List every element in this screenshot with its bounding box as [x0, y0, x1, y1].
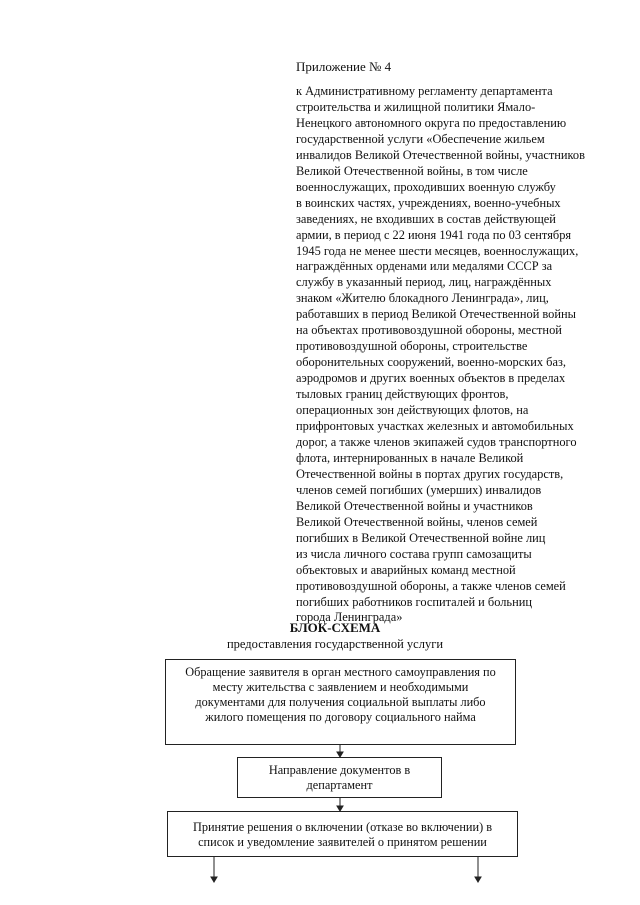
flowchart-box-line: Принятие решения о включении (отказе во включении) в — [192, 820, 493, 834]
annex-line: Ненецкого автономного округа по предоставлению — [296, 115, 567, 130]
annex-line: Великой Отечественной войны, в том числе — [296, 163, 528, 178]
annex-line: оборонительных сооружений, военно-морских баз, — [296, 355, 566, 370]
annex-line: инвалидов Великой Отечественной войны, участников — [296, 147, 585, 162]
annex-body — [296, 84, 616, 626]
flowchart-box-line: месту жительства с заявлением и необходимыми — [212, 680, 469, 694]
annex-line: тыловых границ действующих фронтов, — [296, 387, 509, 402]
annex-line: 1945 года не менее шести месяцев, военнослужащих, — [296, 243, 579, 258]
flowchart-box-line: список и уведомление заявителей о принятом решении — [198, 835, 487, 849]
annex-line: строительства и жилищной политики Ямало- — [296, 99, 536, 114]
annex-line: в воинских частях, учреждениях, военно-учебных — [296, 195, 561, 210]
flowchart-box-line: Направление документов в — [268, 763, 411, 777]
annex-line: знаком «Жителю блокадного Ленинграда», лиц, — [296, 291, 549, 306]
annex-line: военнослужащих, проходивших военную службу — [296, 179, 556, 194]
flowchart-box-line: Обращение заявителя в орган местного самоуправления по — [185, 665, 496, 679]
flowchart-box-application — [165, 659, 516, 745]
flowchart-title: БЛОК-СХЕМА — [289, 620, 381, 635]
flowchart-box-decision — [167, 811, 518, 857]
annex-line: противовоздушной обороны, а также членов семей — [296, 578, 566, 593]
annex-line: из числа личного состава групп самозащиты — [296, 546, 532, 561]
annex-line: работавших в период Великой Отечественной войны — [296, 307, 576, 322]
arrow-down-icon — [337, 745, 343, 757]
flowchart-box-forwarding — [237, 757, 442, 798]
annex-line: Великой Отечественной войны и участников — [296, 498, 533, 513]
annex-line: заведениях, не входивших в состав действующей — [296, 211, 556, 226]
annex-line: погибших в Великой Отечественной войне лиц — [296, 530, 546, 545]
arrow-down-icon — [337, 798, 343, 811]
arrow-down-icon — [475, 857, 481, 882]
annex-line: погибших работников госпиталей и больниц — [296, 594, 532, 609]
flowchart-subtitle: предоставления государственной услуги — [226, 637, 444, 651]
annex-line: дорог, а также членов экипажей судов транспортного — [296, 434, 577, 449]
annex-line: прифронтовых участках железных и автомобильных — [296, 419, 574, 434]
annex-line: Великой Отечественной войны, членов семей — [296, 514, 538, 529]
annex-line: на объектах противовоздушной обороны, местной — [296, 323, 562, 338]
annex-line: города Ленинграда» — [296, 610, 403, 625]
annex-title: Приложение № 4 — [296, 59, 392, 74]
annex-line: государственной услуги «Обеспечение жильем — [296, 131, 545, 146]
flowchart-box-line: документами для получения социальной выплаты либо — [195, 695, 486, 709]
annex-line: армии, в период с 22 июня 1941 года по 03 сентября — [296, 227, 572, 242]
annex-line: службу в указанный период, лиц, награждённых — [296, 275, 552, 290]
annex-line: аэродромов и других военных объектов в пределах — [296, 371, 566, 386]
flowchart-box-line: жилого помещения по договору социального найма — [205, 710, 476, 724]
annex-line: объектовых и аварийных команд местной — [296, 562, 516, 577]
annex-line: противовоздушной обороны, строительстве — [296, 339, 528, 354]
annex-line: награждённых орденами или медалями СССР за — [296, 259, 553, 274]
arrow-down-icon — [211, 857, 217, 882]
flowchart-box-line: департамент — [306, 778, 373, 792]
annex-line: Отечественной войны в портах других государств, — [296, 466, 564, 481]
annex-line: операционных зон действующих флотов, на — [296, 403, 529, 418]
annex-line: к Административному регламенту департамента — [296, 84, 553, 98]
annex-line: флота, интернированных в начале Великой — [296, 450, 524, 465]
annex-line: членов семей погибших (умерших) инвалидов — [296, 482, 542, 497]
